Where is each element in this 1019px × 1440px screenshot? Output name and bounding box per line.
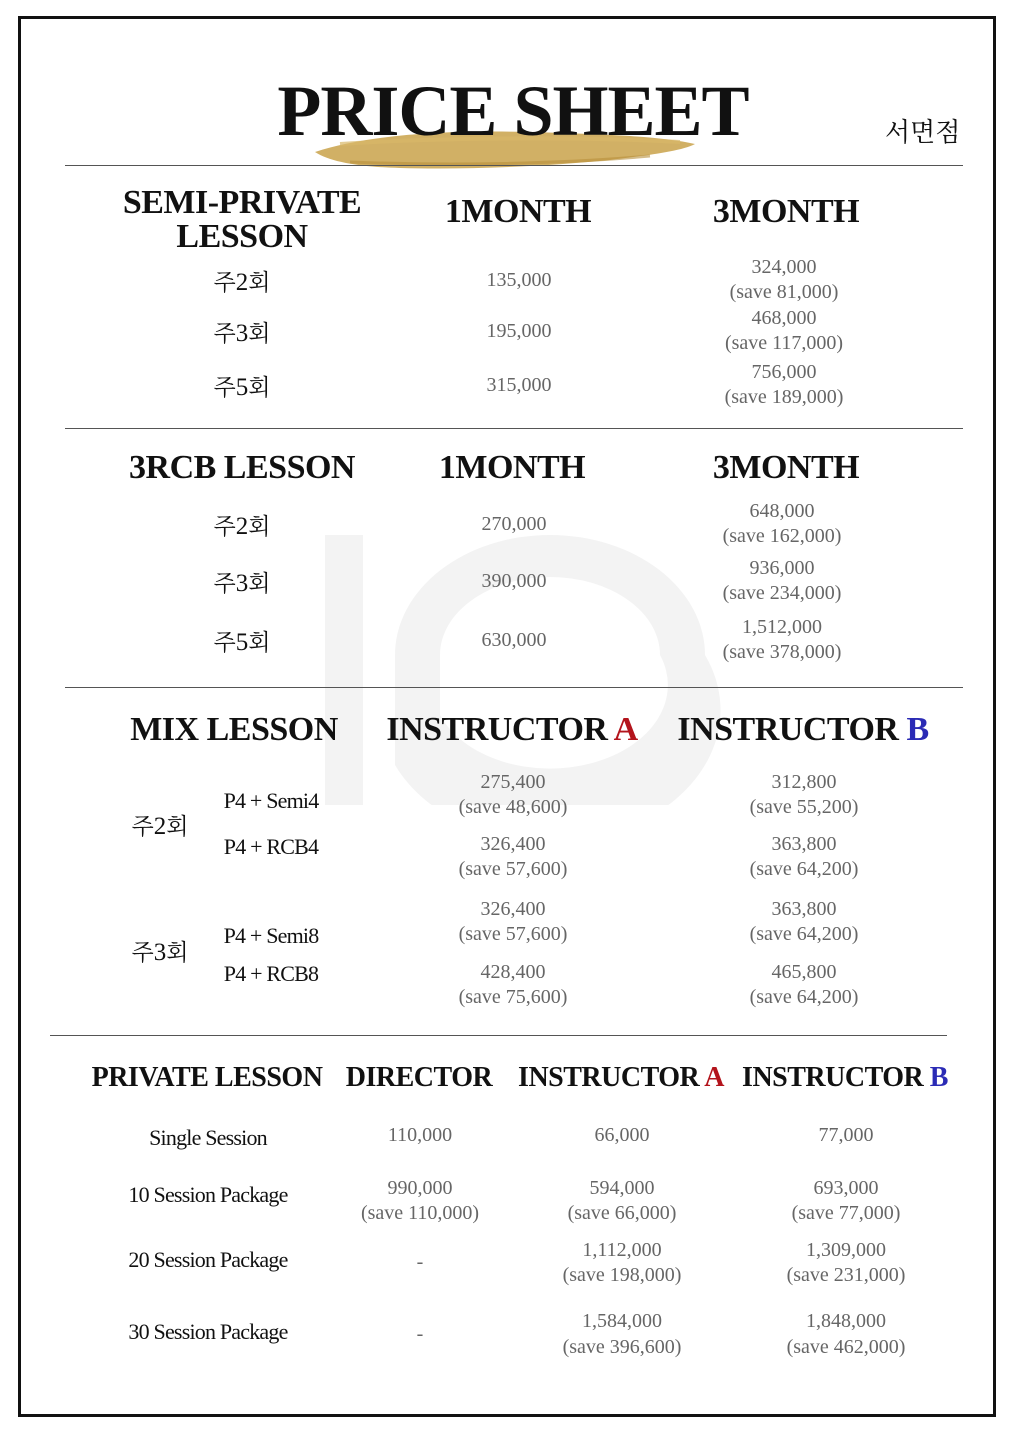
branch-name: 서면점 (885, 118, 961, 148)
page-title: PRICE SHEET (277, 71, 749, 151)
freq-label: 주3회 (213, 320, 271, 347)
price-save: (save 64,200) (749, 986, 859, 1008)
price-director: 990,000 (387, 1177, 453, 1199)
freq-label: 주5회 (213, 374, 271, 401)
price-save: (save 396,600) (562, 1336, 682, 1358)
mix-item-label: P4 + RCB8 (223, 961, 319, 986)
price-a: 428,400 (480, 961, 546, 983)
price-director: - (416, 1323, 424, 1345)
semi-col-1month: 1MONTH (444, 193, 592, 230)
price-1month: 195,000 (486, 320, 552, 342)
price-b: 1,309,000 (806, 1239, 886, 1261)
price-save: (save 55,200) (749, 796, 859, 818)
price-save: (save 77,000) (791, 1202, 901, 1224)
price-save: (save 66,000) (567, 1202, 677, 1224)
price-save: (save 117,000) (724, 332, 844, 354)
price-save: (save 48,600) (458, 796, 568, 818)
price-director: 110,000 (387, 1124, 453, 1146)
price-save: (save 462,000) (786, 1336, 906, 1358)
divider (65, 687, 963, 688)
private-row-label: 10 Session Package (128, 1182, 288, 1207)
price-a: 326,400 (480, 898, 546, 920)
price-b: 693,000 (813, 1177, 879, 1199)
semi-col-3month: 3MONTH (712, 193, 860, 230)
price-3month: 468,000 (751, 307, 817, 329)
freq-label: 주2회 (213, 513, 271, 540)
price-a: 1,112,000 (582, 1239, 662, 1261)
mix-col-instructor-a: INSTRUCTOR A (386, 711, 638, 748)
price-save: (save 64,200) (749, 923, 859, 945)
price-a: 275,400 (480, 771, 546, 793)
price-save: (save 231,000) (786, 1264, 906, 1286)
price-save: (save 378,000) (722, 641, 842, 663)
price-save: (save 64,200) (749, 858, 859, 880)
price-1month: 270,000 (481, 513, 547, 535)
price-save: (save 57,600) (458, 923, 568, 945)
price-b: 77,000 (818, 1124, 874, 1146)
freq-label: 주3회 (131, 939, 189, 966)
price-save: (save 57,600) (458, 858, 568, 880)
freq-label: 주5회 (213, 629, 271, 656)
price-save: (save 189,000) (724, 386, 844, 408)
freq-label: 주2회 (131, 813, 189, 840)
price-save: (save 110,000) (360, 1202, 480, 1224)
freq-label: 주3회 (213, 570, 271, 597)
divider (50, 1035, 947, 1036)
private-col-director: DIRECTOR (345, 1062, 493, 1093)
private-row-label: Single Session (149, 1125, 267, 1150)
price-3month: 1,512,000 (742, 616, 822, 638)
price-b: 312,800 (771, 771, 837, 793)
private-row-label: 20 Session Package (128, 1247, 288, 1272)
price-3month: 936,000 (749, 557, 815, 579)
price-a: 594,000 (589, 1177, 655, 1199)
price-b: 1,848,000 (806, 1310, 886, 1332)
price-save: (save 162,000) (722, 525, 842, 547)
mix-item-label: P4 + Semi8 (223, 923, 319, 948)
price-1month: 135,000 (486, 269, 552, 291)
freq-label: 주2회 (213, 269, 271, 296)
rcb-col-3month: 3MONTH (712, 449, 860, 486)
private-col-instructor-a: INSTRUCTOR A (518, 1062, 724, 1093)
price-save: (save 234,000) (722, 582, 842, 604)
price-1month: 315,000 (486, 374, 552, 396)
private-col-instructor-b: INSTRUCTOR B (742, 1062, 948, 1093)
rcb-col-1month: 1MONTH (438, 449, 586, 486)
rcb-heading: 3RCB LESSON (129, 449, 355, 486)
price-a: 66,000 (594, 1124, 650, 1146)
price-save: (save 198,000) (562, 1264, 682, 1286)
price-save: (save 81,000) (729, 281, 839, 303)
semi-heading: SEMI-PRIVATE LESSON (122, 184, 362, 255)
price-save: (save 75,600) (458, 986, 568, 1008)
mix-item-label: P4 + RCB4 (223, 834, 319, 859)
mix-heading: MIX LESSON (130, 711, 338, 748)
price-b: 363,800 (771, 898, 837, 920)
price-1month: 630,000 (481, 629, 547, 651)
price-b: 363,800 (771, 833, 837, 855)
private-heading: PRIVATE LESSON (91, 1062, 323, 1093)
divider (65, 428, 963, 429)
price-3month: 648,000 (749, 500, 815, 522)
price-director: - (416, 1251, 424, 1273)
price-3month: 756,000 (751, 361, 817, 383)
mix-item-label: P4 + Semi4 (223, 788, 319, 813)
private-row-label: 30 Session Package (128, 1319, 288, 1344)
price-b: 465,800 (771, 961, 837, 983)
price-3month: 324,000 (751, 256, 817, 278)
price-a: 1,584,000 (582, 1310, 662, 1332)
divider (65, 165, 963, 166)
mix-col-instructor-b: INSTRUCTOR B (677, 711, 929, 748)
price-1month: 390,000 (481, 570, 547, 592)
price-a: 326,400 (480, 833, 546, 855)
